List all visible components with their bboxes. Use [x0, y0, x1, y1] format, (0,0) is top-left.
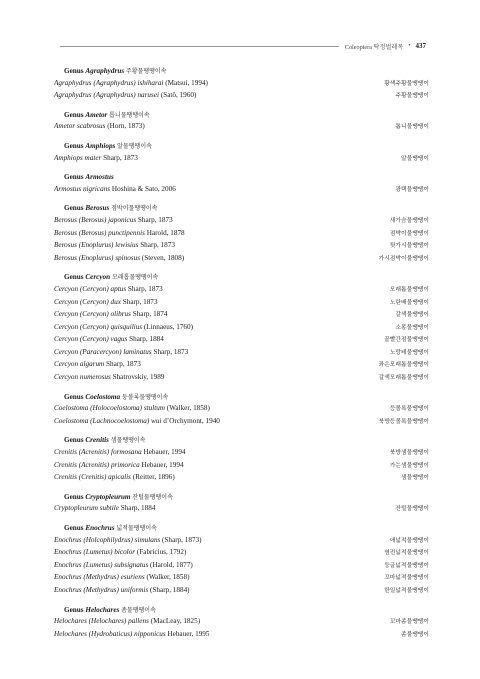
- genus-korean-name: 잔털물땡땡이속: [132, 493, 173, 501]
- running-header: [60, 40, 426, 52]
- species-row: [54, 309, 429, 322]
- genus-label: Genus: [64, 492, 84, 501]
- species-entry: [54, 297, 157, 309]
- scientific-name: Cercyon algarum: [54, 360, 105, 369]
- species-row: [54, 403, 429, 416]
- genus-heading: [54, 203, 429, 215]
- species-row: [54, 297, 429, 310]
- genus-heading: [54, 392, 429, 404]
- genus-name: Agraphydrus: [85, 67, 125, 75]
- genus-korean-name: 점박이물땡땡이속: [111, 205, 158, 213]
- author-citation: Sharp, 1873: [140, 241, 175, 250]
- korean-common-name: 애넓적물땡땡이: [389, 537, 429, 544]
- genus-group: [54, 172, 429, 196]
- genus-heading: [54, 523, 429, 535]
- author-citation: (Sharp, 1884): [150, 585, 190, 594]
- genus-group: [54, 141, 429, 165]
- korean-common-name: 새가슴물땡땡이: [389, 217, 429, 224]
- species-row: [54, 629, 429, 642]
- genus-korean-name: 넓적물땡땡이속: [116, 525, 157, 532]
- genus-name: Cryptopleurum: [85, 492, 131, 501]
- author-citation: Sharp, 1873: [122, 297, 158, 306]
- author-citation: Sharp, 1873: [137, 215, 173, 224]
- genus-heading: [54, 492, 429, 504]
- species-entry: [54, 253, 184, 265]
- species-row: [54, 322, 429, 335]
- author-citation: (Linnaeus, 1760): [143, 322, 194, 331]
- species-row: [54, 372, 429, 385]
- species-entry: [54, 334, 164, 346]
- species-entry: [54, 560, 193, 572]
- species-entry: [54, 572, 189, 584]
- species-entry: [54, 78, 208, 90]
- korean-common-name: 염전넓적물땡땡이: [384, 550, 429, 557]
- author-citation: Shatrovskiy, 1989: [112, 373, 165, 382]
- korean-common-name: 점박이물땡땡이: [389, 230, 429, 237]
- scientific-name: Cercyon (Cercyon) olibrus: [54, 310, 131, 319]
- author-citation: Sharp, 1873: [153, 347, 189, 356]
- species-entry: [54, 403, 210, 415]
- korean-common-name: 잔털물땡땡이: [395, 506, 429, 513]
- genus-heading: [54, 110, 429, 122]
- species-entry: [54, 372, 164, 384]
- species-row: [54, 572, 429, 585]
- author-citation: (Matsui, 1994): [165, 78, 208, 87]
- species-entry: [54, 240, 175, 252]
- genus-heading: [54, 435, 429, 447]
- genus-label: Genus: [64, 141, 84, 150]
- species-row: [54, 359, 429, 372]
- scientific-name: Crenitis (Crenitis) apicalis: [54, 473, 131, 482]
- genus-group: [54, 435, 429, 484]
- korean-common-name: 꼬마넓적물땡땡이: [384, 575, 429, 582]
- korean-common-name: 주황물땡땡이: [395, 93, 429, 100]
- species-entry: [54, 416, 220, 428]
- species-entry: [54, 90, 196, 102]
- species-row: [54, 240, 429, 253]
- species-row: [54, 503, 429, 516]
- scientific-name: Cercyon (Cercyon) quisquilius: [54, 322, 143, 331]
- genus-heading: [54, 66, 429, 78]
- author-citation: Sharp, 1873: [127, 284, 163, 293]
- scientific-name: Enochrus (Methydrus) uniformis: [54, 585, 149, 594]
- genus-korean-name: 알물땡땡이속: [117, 142, 152, 150]
- scientific-name: Cercyon (Cercyon) aptus: [54, 284, 127, 293]
- scientific-name: Armostus nigricans: [54, 184, 111, 193]
- header-title: Coleoptera 딱정벌레목: [344, 43, 404, 51]
- scientific-name: Crenitis (Acrenitis) formosana: [54, 448, 142, 457]
- species-entry: [54, 616, 200, 628]
- genus-label: Genus: [64, 110, 84, 119]
- author-citation: Hebauer, 1994: [143, 448, 186, 457]
- species-row: [54, 616, 429, 629]
- korean-common-name: 등볼록물땡땡이: [389, 406, 429, 413]
- species-entry: [54, 309, 167, 321]
- korean-common-name: 소똥물땡땡이: [395, 324, 429, 331]
- author-citation: Hoshina & Sato, 2006: [111, 184, 176, 193]
- author-citation: (Harold, 1877): [150, 560, 193, 569]
- species-entry: [54, 322, 193, 334]
- author-citation: Harold, 1878: [146, 228, 185, 237]
- korean-common-name: 알물땡땡이: [401, 155, 429, 162]
- species-entry: [54, 547, 186, 559]
- genus-group: [54, 605, 429, 642]
- korean-common-name: 모래톱물땡땡이: [389, 286, 429, 293]
- genus-label: Genus: [64, 173, 84, 182]
- genus-group: [54, 392, 429, 429]
- species-row: [54, 121, 429, 134]
- scientific-name: Agraphydrus (Agraphydrus) ishiharai: [54, 78, 164, 87]
- species-entry: [54, 585, 190, 597]
- korean-common-name: 노랑테물땡땡이: [389, 349, 429, 356]
- species-entry: [54, 215, 173, 227]
- species-row: [54, 560, 429, 573]
- author-citation: Sharp, 1884: [120, 504, 156, 513]
- genus-korean-name: 모래톱물땡땡이속: [111, 274, 159, 282]
- genus-name: Coelostoma: [85, 392, 121, 401]
- species-row: [54, 253, 429, 266]
- scientific-name: Enochrus (Methydrus) esuriens: [54, 573, 145, 582]
- author-citation: (Horn, 1873): [107, 122, 145, 131]
- species-entry: [54, 503, 155, 515]
- genus-name: Ametor: [85, 110, 108, 119]
- genus-label: Genus: [64, 273, 84, 282]
- scientific-name: Cercyon numerosus: [54, 373, 111, 382]
- genus-name: Crenitis: [85, 436, 109, 445]
- genus-name: Helochares: [85, 605, 120, 614]
- scientific-name: Berosus (Berosus) punctipennis: [54, 228, 145, 237]
- scientific-name: Berosus (Enoplurus) spinosus: [54, 253, 140, 262]
- species-entry: [54, 153, 138, 165]
- species-row: [54, 228, 429, 241]
- author-citation: (Reitter, 1896): [132, 473, 175, 482]
- scientific-name: Helochares (Hydrobaticus) nipponicus: [54, 629, 166, 638]
- scientific-name: Crenitis (Acrenitis) primorica: [54, 460, 140, 469]
- species-entry: [54, 629, 209, 641]
- genus-group: [54, 272, 429, 384]
- species-entry: [54, 121, 145, 133]
- species-row: [54, 215, 429, 228]
- species-entry: [54, 284, 163, 296]
- author-citation: (MacLeay, 1825): [150, 617, 201, 626]
- species-row: [54, 347, 429, 360]
- korean-common-name: 북방등볼록물땡땡이: [378, 418, 429, 425]
- author-citation: (Sharp, 1873): [162, 535, 202, 544]
- genus-name: Amphiops: [85, 141, 116, 150]
- genus-label: Genus: [64, 524, 84, 532]
- scientific-name: Cercyon (Cercyon) dux: [54, 297, 121, 306]
- author-citation: Sharp, 1874: [132, 310, 168, 319]
- species-row: [54, 585, 429, 598]
- author-citation: (Fabricius, 1792): [136, 548, 187, 557]
- species-entry: [54, 472, 175, 484]
- genus-group: [54, 66, 429, 103]
- species-row: [54, 334, 429, 347]
- species-row: [54, 184, 429, 197]
- scientific-name: Helochares (Helochares) pallens: [54, 617, 149, 626]
- scientific-name: Enochrus (Holcophilydrus) simulans: [54, 535, 161, 544]
- genus-korean-name: 좀물땡땡이속: [121, 606, 156, 614]
- species-row: [54, 472, 429, 485]
- korean-common-name: 톱니물땡땡이: [395, 124, 429, 131]
- genus-heading: [54, 141, 429, 153]
- species-row: [54, 284, 429, 297]
- species-row: [54, 460, 429, 473]
- scientific-name: Cercyon (Paracercyon) laminatus: [54, 347, 152, 356]
- scientific-name: Coelostoma (Holocoelostoma) stultum: [54, 404, 165, 413]
- species-row: [54, 447, 429, 460]
- genus-korean-name: 둥볼록물땡땡이속: [121, 393, 169, 401]
- species-entry: [54, 347, 188, 359]
- author-citation: (Walker, 1858): [146, 573, 190, 582]
- scientific-name: Coelostoma (Lachnocoelostoma) wui: [54, 416, 162, 425]
- korean-common-name: 가시점박이물땡땡이: [378, 255, 429, 262]
- korean-common-name: 좌은모래톱물땡땡이: [378, 362, 429, 369]
- genus-group: [54, 523, 429, 598]
- scientific-name: Amphiops mater: [54, 153, 102, 162]
- korean-common-name: 노란배물땡땡이: [389, 299, 429, 306]
- korean-common-name: 갈색모래톱물땡땡이: [378, 375, 429, 382]
- genus-group: [54, 203, 429, 265]
- species-entry: [54, 184, 176, 196]
- author-citation: Sharp, 1884: [129, 335, 164, 344]
- species-entry: [54, 228, 185, 240]
- scientific-name: Cercyon (Cercyon) vagus: [54, 335, 128, 344]
- genus-name: Cercyon: [85, 273, 111, 282]
- species-row: [54, 153, 429, 166]
- page-number: 437: [415, 42, 426, 50]
- scientific-name: Enochrus (Lumetus) subsignatus: [54, 560, 149, 569]
- genus-korean-name: 샘물땡땡이속: [110, 437, 146, 445]
- author-citation: Hebauer, 1995: [167, 629, 210, 638]
- genus-heading: [54, 605, 429, 617]
- korean-common-name: 황색주황물땡땡이: [384, 80, 429, 87]
- korean-common-name: 꼬마좀물땡땡이: [389, 619, 429, 626]
- genus-label: Genus: [64, 67, 84, 75]
- author-citation: Sharp, 1873: [106, 360, 141, 369]
- genus-heading: [54, 272, 429, 284]
- genus-label: Genus: [64, 605, 84, 614]
- genus-korean-name: 톱니물땡땡이속: [109, 111, 150, 119]
- scientific-name: Berosus (Enoplurus) lewisius: [54, 241, 139, 250]
- scientific-name: Enochrus (Lumetus) bicolor: [54, 548, 136, 557]
- species-row: [54, 78, 429, 91]
- species-row: [54, 416, 429, 429]
- species-row: [54, 535, 429, 548]
- species-entry: [54, 447, 186, 459]
- genus-name: Enochrus: [85, 524, 115, 532]
- genus-label: Genus: [64, 392, 84, 401]
- genus-name: Berosus: [85, 204, 110, 213]
- author-citation: (Satô, 1960): [160, 91, 197, 100]
- author-citation: (Walker, 1858): [166, 404, 210, 413]
- scientific-name: Agraphydrus (Agraphydrus) narusei: [54, 91, 160, 100]
- genus-name: Armostus: [85, 173, 114, 182]
- genus-korean-name: 주황물땡땡이속: [125, 68, 167, 75]
- header-rule: [60, 46, 339, 47]
- author-citation: Hebauer, 1994: [141, 460, 184, 469]
- korean-common-name: 한일넓적물땡땡이: [384, 587, 429, 594]
- korean-common-name: 좀물땡땡이: [401, 631, 429, 638]
- author-citation: d’Orchymont, 1940: [163, 416, 220, 425]
- korean-common-name: 광택물땡땡이: [395, 186, 429, 193]
- genus-group: [54, 110, 429, 134]
- header-bullet: •: [408, 43, 411, 49]
- species-entry: [54, 460, 184, 472]
- scientific-name: Berosus (Berosus) japonicus: [54, 215, 137, 224]
- species-row: [54, 547, 429, 560]
- korean-common-name: 샘물땡땡이: [401, 475, 429, 482]
- genus-heading: [54, 172, 429, 184]
- korean-common-name: 둥글넓적물땡땡이: [384, 562, 429, 569]
- korean-common-name: 갈색물땡땡이: [395, 312, 429, 319]
- korean-common-name: 북방샘물땡땡이: [389, 450, 429, 457]
- korean-common-name: 가는샘물땡땡이: [389, 462, 429, 469]
- species-row: [54, 90, 429, 103]
- species-entry: [54, 359, 141, 371]
- species-list: [54, 66, 429, 648]
- genus-label: Genus: [64, 204, 84, 213]
- korean-common-name: 뒷가시물땡땡이: [389, 243, 429, 250]
- genus-group: [54, 492, 429, 516]
- species-entry: [54, 535, 202, 547]
- author-citation: Sharp, 1873: [103, 153, 138, 162]
- author-citation: (Steven, 1808): [141, 253, 185, 262]
- scientific-name: Ametor scabrosus: [54, 122, 106, 131]
- korean-common-name: 끝빨간점물땡땡이: [384, 337, 429, 344]
- genus-label: Genus: [64, 436, 84, 445]
- scientific-name: Cryptopleurum subtile: [54, 504, 119, 513]
